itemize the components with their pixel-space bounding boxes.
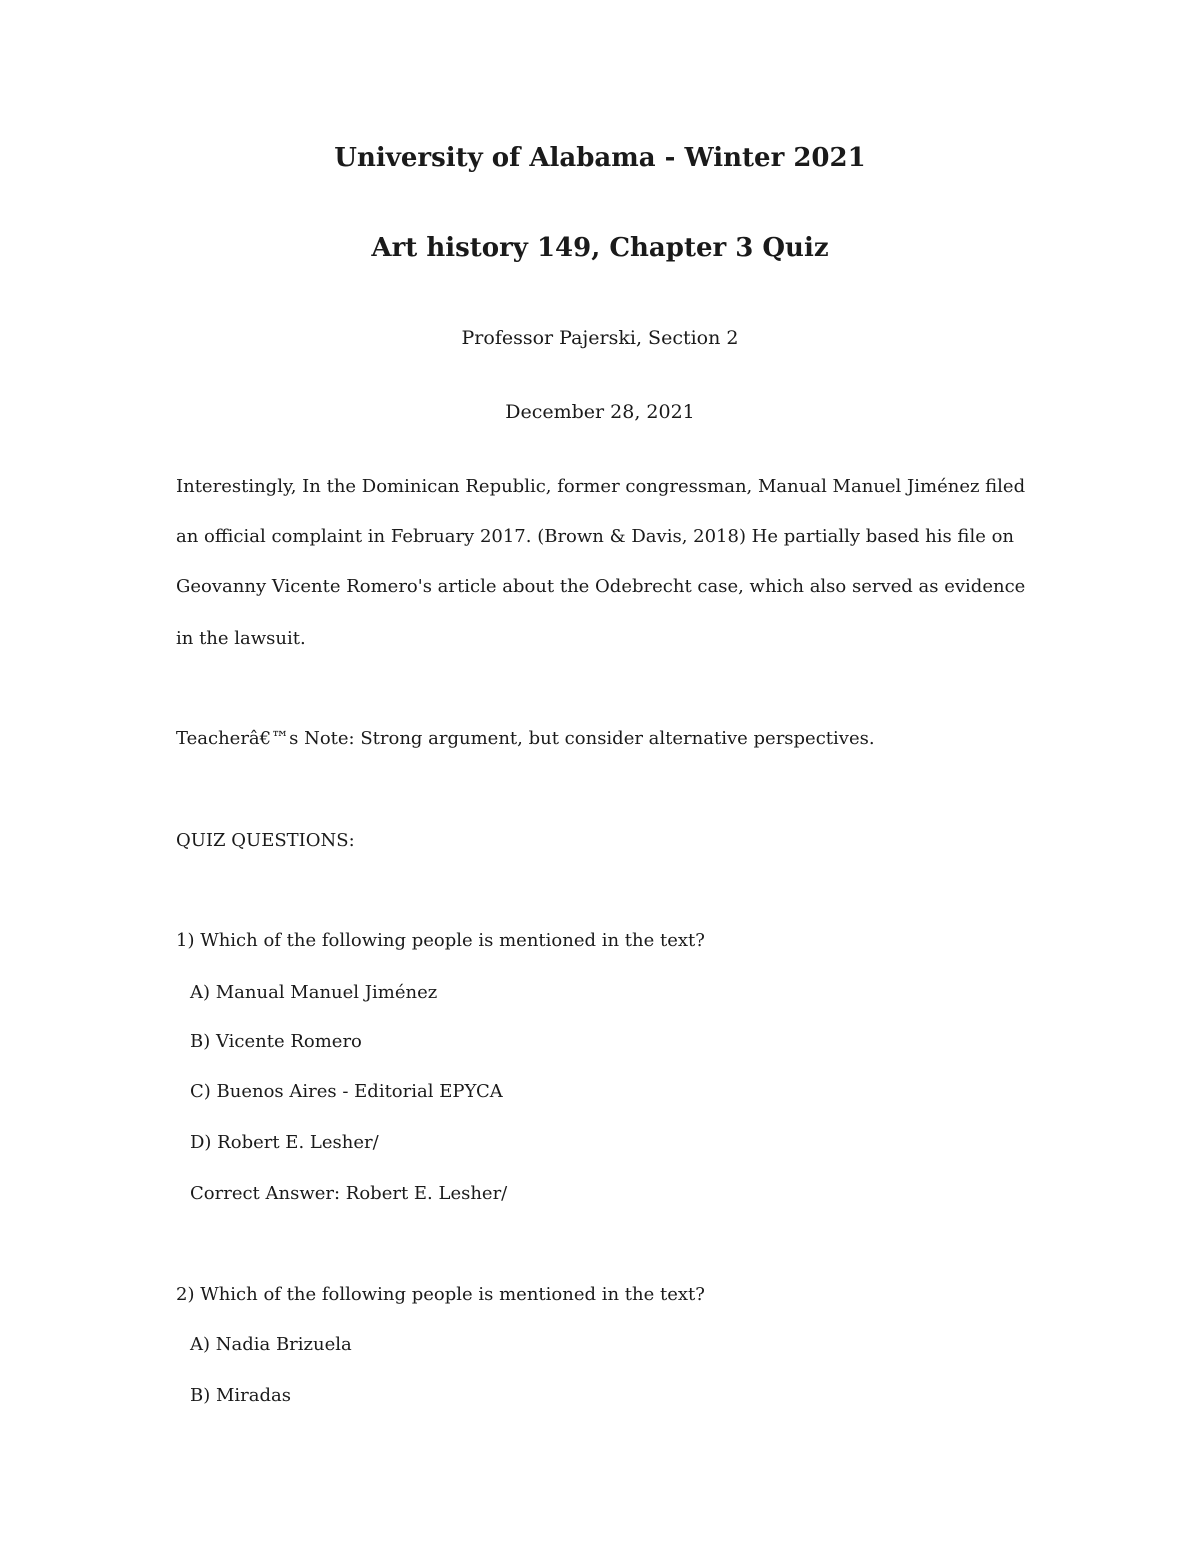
- date-line: December 28, 2021: [505, 401, 695, 423]
- passage-line: Interestingly, In the Dominican Republic, former congressman, Manual Manuel Jiménez filed: [176, 476, 1026, 497]
- course-heading: Art history 149, Chapter 3 Quiz: [371, 233, 829, 263]
- teacher-note: Teacherâ€™s Note: Strong argument, but consider alternative perspectives.: [176, 728, 875, 749]
- answer-option: D) Robert E. Lesher/: [190, 1132, 379, 1153]
- passage-line: in the lawsuit.: [176, 628, 306, 649]
- answer-option: B) Vicente Romero: [190, 1031, 362, 1052]
- answer-option: C) Buenos Aires - Editorial EPYCA: [190, 1081, 503, 1102]
- answer-option: B) Miradas: [190, 1385, 291, 1406]
- institution-heading: University of Alabama - Winter 2021: [334, 143, 866, 173]
- question-prompt: 2) Which of the following people is mentioned in the text?: [176, 1284, 705, 1305]
- correct-answer: Correct Answer: Robert E. Lesher/: [190, 1183, 508, 1204]
- answer-option: A) Nadia Brizuela: [190, 1334, 352, 1355]
- answer-option: A) Manual Manuel Jiménez: [190, 982, 438, 1003]
- passage-line: Geovanny Vicente Romero's article about the Odebrecht case, which also served as evidence: [176, 576, 1026, 597]
- passage-line: an official complaint in February 2017. (Brown & Davis, 2018) He partially based his file on: [176, 526, 1015, 547]
- question-prompt: 1) Which of the following people is mentioned in the text?: [176, 930, 705, 951]
- professor-line: Professor Pajerski, Section 2: [461, 327, 739, 349]
- quiz-title: QUIZ QUESTIONS:: [176, 830, 355, 851]
